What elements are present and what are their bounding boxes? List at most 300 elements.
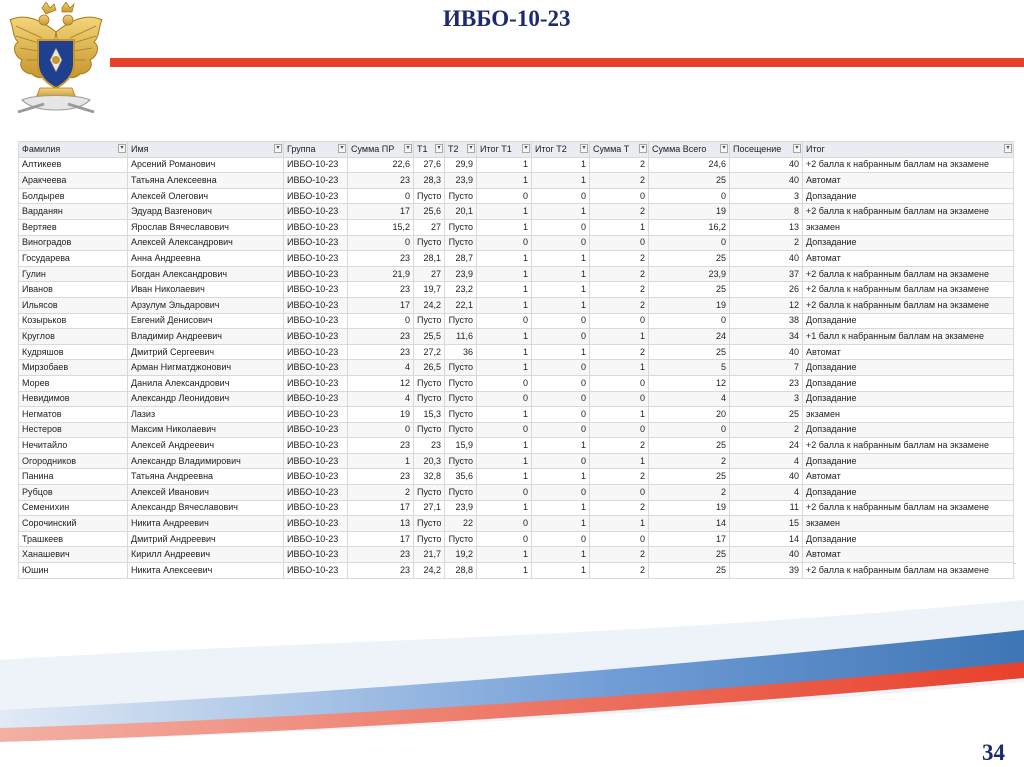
column-header[interactable]	[590, 142, 649, 158]
table-cell: 26	[730, 282, 803, 298]
table-cell: 0	[477, 188, 532, 204]
title-underline-bar	[110, 58, 1024, 67]
table-cell: 1	[532, 297, 590, 313]
column-header[interactable]	[532, 142, 590, 158]
table-cell: Пусто	[414, 422, 445, 438]
table-cell: 2	[590, 563, 649, 579]
table-row	[19, 251, 1014, 267]
table-cell: 2	[348, 485, 414, 501]
table-cell: ИВБО-10-23	[284, 563, 348, 579]
table-cell: 0	[590, 422, 649, 438]
slide-title: ИВБО-10-23	[443, 6, 571, 31]
table-cell: 40	[730, 344, 803, 360]
filter-dropdown-icon[interactable]: ▾	[580, 144, 588, 153]
filter-dropdown-icon[interactable]: ▾	[467, 144, 475, 153]
table-cell: Алексей Александрович	[128, 235, 284, 251]
table-cell: Пусто	[445, 391, 477, 407]
table-cell: 23,9	[445, 173, 477, 189]
table-cell: Пусто	[445, 422, 477, 438]
table-cell: 24,2	[414, 297, 445, 313]
table-cell: 24,6	[649, 157, 730, 173]
table-cell: экзамен	[803, 516, 1014, 532]
table-cell: 40	[730, 251, 803, 267]
table-cell: 2	[590, 173, 649, 189]
table-cell: Иван Николаевич	[128, 282, 284, 298]
table-cell: 27,1	[414, 500, 445, 516]
table-cell: 23	[348, 469, 414, 485]
table-cell: 11,6	[445, 329, 477, 345]
table-row	[19, 266, 1014, 282]
table-cell: 35,6	[445, 469, 477, 485]
table-cell: 1	[532, 344, 590, 360]
table-cell: Сорочинский	[19, 516, 128, 532]
table-cell: Пусто	[445, 219, 477, 235]
table-cell: 8	[730, 204, 803, 220]
table-cell: 13	[730, 219, 803, 235]
table-cell: Владимир Андреевич	[128, 329, 284, 345]
table-cell: Александр Леонидович	[128, 391, 284, 407]
filter-dropdown-icon[interactable]: ▾	[720, 144, 728, 153]
decorative-swoosh	[0, 600, 1024, 767]
table-cell: 2	[590, 204, 649, 220]
table-row	[19, 344, 1014, 360]
table-cell: 1	[532, 173, 590, 189]
table-cell: 25	[649, 563, 730, 579]
table-cell: +2 балла к набранным баллам на экзамене	[803, 204, 1014, 220]
table-cell: Пусто	[445, 235, 477, 251]
table-cell: Татьяна Андреевна	[128, 469, 284, 485]
table-cell: Кудряшов	[19, 344, 128, 360]
column-header[interactable]	[477, 142, 532, 158]
column-header[interactable]	[19, 142, 128, 158]
table-cell: Виноградов	[19, 235, 128, 251]
table-cell: ИВБО-10-23	[284, 422, 348, 438]
table-cell: ИВБО-10-23	[284, 360, 348, 376]
table-cell: 23	[348, 344, 414, 360]
table-cell: Ханашевич	[19, 547, 128, 563]
table-cell: 17	[348, 204, 414, 220]
table-cell: Невидимов	[19, 391, 128, 407]
table-cell: 23	[348, 329, 414, 345]
table-cell: 0	[477, 516, 532, 532]
filter-dropdown-icon[interactable]: ▾	[639, 144, 647, 153]
table-cell: 0	[590, 375, 649, 391]
table-cell: Дмитрий Сергеевич	[128, 344, 284, 360]
table-cell: 26,5	[414, 360, 445, 376]
table-cell: 1	[590, 516, 649, 532]
table-cell: Лазиз	[128, 407, 284, 423]
table-cell: 17	[348, 531, 414, 547]
table-cell: ИВБО-10-23	[284, 344, 348, 360]
table-cell: 0	[649, 422, 730, 438]
table-cell: 23	[348, 173, 414, 189]
table-cell: 0	[532, 531, 590, 547]
table-cell: 16,2	[649, 219, 730, 235]
filter-dropdown-icon[interactable]: ▾	[1004, 144, 1012, 153]
table-cell: 2	[590, 547, 649, 563]
table-cell: 4	[730, 485, 803, 501]
table-cell: Круглов	[19, 329, 128, 345]
table-cell: Пусто	[414, 313, 445, 329]
table-cell: 25	[649, 344, 730, 360]
table-cell: 25	[649, 547, 730, 563]
table-cell: 0	[477, 531, 532, 547]
table-cell: Данила Александрович	[128, 375, 284, 391]
table-cell: 38	[730, 313, 803, 329]
column-header[interactable]	[128, 142, 284, 158]
table-cell: 29,9	[445, 157, 477, 173]
table-cell: ИВБО-10-23	[284, 438, 348, 454]
table-cell: 1	[532, 547, 590, 563]
table-cell: 2	[590, 500, 649, 516]
table-cell: 15	[730, 516, 803, 532]
table-cell: 3	[730, 391, 803, 407]
table-cell: Автомат	[803, 547, 1014, 563]
table-cell: 25,6	[414, 204, 445, 220]
column-header-label: Т2	[448, 143, 459, 154]
table-cell: ИВБО-10-23	[284, 500, 348, 516]
table-cell: 2	[590, 251, 649, 267]
table-cell: Пусто	[445, 360, 477, 376]
table-row	[19, 157, 1014, 173]
table-cell: 20,3	[414, 453, 445, 469]
table-cell: 25	[730, 407, 803, 423]
table-cell: 23	[730, 375, 803, 391]
table-cell: Пусто	[445, 375, 477, 391]
table-cell: ИВБО-10-23	[284, 516, 348, 532]
table-cell: Пусто	[445, 531, 477, 547]
table-cell: 0	[590, 313, 649, 329]
coat-of-arms-logo	[4, 2, 108, 120]
table-cell: 25,5	[414, 329, 445, 345]
table-cell: 0	[590, 188, 649, 204]
table-cell: ИВБО-10-23	[284, 188, 348, 204]
table-cell: ИВБО-10-23	[284, 469, 348, 485]
table-cell: Панина	[19, 469, 128, 485]
table-body	[19, 157, 1014, 578]
table-row	[19, 282, 1014, 298]
table-cell: 3	[730, 188, 803, 204]
filter-dropdown-icon[interactable]: ▾	[404, 144, 412, 153]
table-cell: 15,9	[445, 438, 477, 454]
table-cell: ИВБО-10-23	[284, 547, 348, 563]
table-cell: Алексей Олегович	[128, 188, 284, 204]
table-cell: 1	[477, 204, 532, 220]
table-cell: 1	[477, 453, 532, 469]
table-cell: Трашкеев	[19, 531, 128, 547]
table-cell: 1	[532, 500, 590, 516]
table-cell: 40	[730, 547, 803, 563]
table-cell: 1	[532, 438, 590, 454]
table-cell: 1	[532, 251, 590, 267]
table-cell: 1	[477, 438, 532, 454]
table-cell: 13	[348, 516, 414, 532]
filter-dropdown-icon[interactable]: ▾	[435, 144, 443, 153]
table-cell: Негматов	[19, 407, 128, 423]
table-cell: 1	[477, 282, 532, 298]
table-cell: 34	[730, 329, 803, 345]
table-cell: ИВБО-10-23	[284, 219, 348, 235]
table-cell: 0	[477, 235, 532, 251]
table-row	[19, 407, 1014, 423]
column-header[interactable]	[730, 142, 803, 158]
column-header-label: Сумма Всего	[652, 143, 707, 154]
table-cell: 27,2	[414, 344, 445, 360]
table-cell: 25	[649, 469, 730, 485]
table-cell: Огородников	[19, 453, 128, 469]
table-cell: ИВБО-10-23	[284, 297, 348, 313]
table-cell: 1	[477, 297, 532, 313]
page-number: 34	[982, 740, 1005, 765]
table-cell: 19	[348, 407, 414, 423]
table-row	[19, 547, 1014, 563]
table-cell: Пусто	[445, 313, 477, 329]
table-cell: Болдырев	[19, 188, 128, 204]
table-cell: 1	[532, 266, 590, 282]
table-cell: ИВБО-10-23	[284, 204, 348, 220]
table-cell: +1 балл к набранным баллам на экзамене	[803, 329, 1014, 345]
table-row	[19, 360, 1014, 376]
table-cell: 2	[730, 235, 803, 251]
table-cell: 1	[532, 516, 590, 532]
table-row	[19, 204, 1014, 220]
table-cell: 1	[477, 344, 532, 360]
table-cell: Автомат	[803, 251, 1014, 267]
table-cell: 17	[649, 531, 730, 547]
table-cell: 27	[414, 266, 445, 282]
column-header-label: Сумма Т	[593, 143, 630, 154]
column-header-label: Сумма ПР	[351, 143, 395, 154]
table-cell: 5	[649, 360, 730, 376]
column-header-label: Группа	[287, 143, 316, 154]
table-row	[19, 391, 1014, 407]
table-cell: 0	[649, 313, 730, 329]
table-cell: ИВБО-10-23	[284, 407, 348, 423]
table-cell: 2	[590, 266, 649, 282]
table-cell: ИВБО-10-23	[284, 453, 348, 469]
table-row	[19, 173, 1014, 189]
column-header[interactable]	[284, 142, 348, 158]
table-cell: 19	[649, 204, 730, 220]
table-row	[19, 375, 1014, 391]
table-cell: Козырьков	[19, 313, 128, 329]
table-row	[19, 297, 1014, 313]
table-cell: 1	[477, 266, 532, 282]
table-cell: +2 балла к набранным баллам на экзамене	[803, 266, 1014, 282]
table-cell: 0	[477, 422, 532, 438]
grades-table	[18, 141, 1014, 579]
table-cell: 23,9	[649, 266, 730, 282]
table-cell: 27,6	[414, 157, 445, 173]
table-cell: 0	[590, 235, 649, 251]
table-cell: 0	[477, 375, 532, 391]
table-cell: 0	[590, 391, 649, 407]
table-cell: 2	[590, 344, 649, 360]
table-cell: 4	[348, 391, 414, 407]
table-cell: Пусто	[445, 485, 477, 501]
column-header[interactable]	[649, 142, 730, 158]
table-cell: 1	[477, 329, 532, 345]
table-cell: 23,9	[445, 500, 477, 516]
table-cell: 2	[590, 282, 649, 298]
table-cell: 4	[730, 453, 803, 469]
table-cell: Допзадание	[803, 485, 1014, 501]
table-cell: 28,8	[445, 563, 477, 579]
table-row	[19, 438, 1014, 454]
table-cell: 22,1	[445, 297, 477, 313]
table-cell: 1	[532, 282, 590, 298]
table-cell: ИВБО-10-23	[284, 375, 348, 391]
column-header[interactable]	[414, 142, 445, 158]
table-cell: Ильясов	[19, 297, 128, 313]
table-cell: 28,3	[414, 173, 445, 189]
table-cell: Ярослав Вячеславович	[128, 219, 284, 235]
table-cell: 0	[590, 531, 649, 547]
filter-dropdown-icon[interactable]: ▾	[118, 144, 126, 153]
filter-dropdown-icon[interactable]: ▾	[274, 144, 282, 153]
table-cell: 1	[532, 563, 590, 579]
table-cell: Автомат	[803, 469, 1014, 485]
table-cell: ИВБО-10-23	[284, 173, 348, 189]
filter-dropdown-icon[interactable]: ▾	[522, 144, 530, 153]
table-cell: 2	[590, 297, 649, 313]
table-cell: 23	[348, 547, 414, 563]
table-cell: Мирзобаев	[19, 360, 128, 376]
table-cell: 14	[649, 516, 730, 532]
table-cell: Алексей Иванович	[128, 485, 284, 501]
table-cell: 24,2	[414, 563, 445, 579]
table-cell: 0	[532, 188, 590, 204]
table-cell: Пусто	[414, 235, 445, 251]
table-cell: Пусто	[414, 188, 445, 204]
table-cell: 0	[649, 235, 730, 251]
table-cell: Пусто	[445, 407, 477, 423]
table-header-row	[19, 142, 1014, 158]
table-cell: 1	[477, 407, 532, 423]
table-cell: 2	[649, 485, 730, 501]
table-cell: 23,2	[445, 282, 477, 298]
table-cell: Арсений Романович	[128, 157, 284, 173]
column-header-label: Итог	[806, 143, 825, 154]
table-cell: 1	[477, 251, 532, 267]
table-cell: 1	[477, 173, 532, 189]
table-cell: Никита Андреевич	[128, 516, 284, 532]
table-cell: 0	[477, 313, 532, 329]
table-cell: 21,7	[414, 547, 445, 563]
table-cell: Допзадание	[803, 188, 1014, 204]
column-header[interactable]	[445, 142, 477, 158]
table-cell: Пусто	[414, 516, 445, 532]
table-cell: 24	[649, 329, 730, 345]
column-header-label: Т1	[417, 143, 428, 154]
column-header-label: Посещение	[733, 143, 782, 154]
table-cell: 4	[649, 391, 730, 407]
table-cell: 0	[477, 391, 532, 407]
table-row	[19, 188, 1014, 204]
table-row	[19, 516, 1014, 532]
table-cell: Алтикеев	[19, 157, 128, 173]
grades-spreadsheet	[18, 141, 1016, 575]
table-cell: 1	[532, 157, 590, 173]
table-row	[19, 313, 1014, 329]
table-cell: Автомат	[803, 344, 1014, 360]
table-cell: 36	[445, 344, 477, 360]
table-cell: 40	[730, 157, 803, 173]
table-cell: 28,1	[414, 251, 445, 267]
table-row	[19, 563, 1014, 579]
table-cell: 2	[590, 157, 649, 173]
table-cell: 23,9	[445, 266, 477, 282]
table-cell: Иванов	[19, 282, 128, 298]
table-cell: 21,9	[348, 266, 414, 282]
table-cell: Пусто	[414, 391, 445, 407]
table-cell: +2 балла к набранным баллам на экзамене	[803, 282, 1014, 298]
table-cell: 23	[348, 563, 414, 579]
table-cell: Юшин	[19, 563, 128, 579]
table-cell: 1	[590, 329, 649, 345]
table-cell: +2 балла к набранным баллам на экзамене	[803, 500, 1014, 516]
table-row	[19, 469, 1014, 485]
table-cell: 15,2	[348, 219, 414, 235]
table-cell: 0	[477, 485, 532, 501]
table-cell: 25	[649, 173, 730, 189]
table-cell: 23	[348, 282, 414, 298]
table-row	[19, 235, 1014, 251]
table-cell: 22	[445, 516, 477, 532]
table-cell: 0	[348, 188, 414, 204]
table-cell: 1	[477, 360, 532, 376]
table-cell: 0	[532, 407, 590, 423]
table-cell: 1	[590, 360, 649, 376]
table-cell: Автомат	[803, 173, 1014, 189]
table-cell: Евгений Денисович	[128, 313, 284, 329]
table-cell: 12	[730, 297, 803, 313]
table-cell: 1	[590, 453, 649, 469]
table-cell: 37	[730, 266, 803, 282]
table-cell: 19,7	[414, 282, 445, 298]
table-cell: Кирилл Андреевич	[128, 547, 284, 563]
table-cell: +2 балла к набранным баллам на экзамене	[803, 563, 1014, 579]
table-cell: ИВБО-10-23	[284, 235, 348, 251]
table-cell: Государева	[19, 251, 128, 267]
filter-dropdown-icon[interactable]: ▾	[338, 144, 346, 153]
table-cell: Татьяна Алексеевна	[128, 173, 284, 189]
column-header[interactable]	[803, 142, 1014, 158]
table-cell: ИВБО-10-23	[284, 266, 348, 282]
filter-dropdown-icon[interactable]: ▾	[793, 144, 801, 153]
table-cell: 25	[649, 438, 730, 454]
table-cell: 4	[348, 360, 414, 376]
table-cell: 32,8	[414, 469, 445, 485]
table-cell: 40	[730, 469, 803, 485]
table-cell: Пусто	[414, 485, 445, 501]
table-cell: 22,6	[348, 157, 414, 173]
column-header[interactable]	[348, 142, 414, 158]
table-cell: Максим Николаевич	[128, 422, 284, 438]
table-cell: 28,7	[445, 251, 477, 267]
table-row	[19, 422, 1014, 438]
table-cell: экзамен	[803, 219, 1014, 235]
table-cell: 23	[414, 438, 445, 454]
table-cell: Александр Вячеславович	[128, 500, 284, 516]
table-cell: 1	[532, 469, 590, 485]
table-cell: Никита Алексеевич	[128, 563, 284, 579]
table-cell: Богдан Александрович	[128, 266, 284, 282]
table-cell: Пусто	[414, 531, 445, 547]
table-cell: 0	[532, 219, 590, 235]
table-cell: Допзадание	[803, 375, 1014, 391]
table-cell: Допзадание	[803, 391, 1014, 407]
